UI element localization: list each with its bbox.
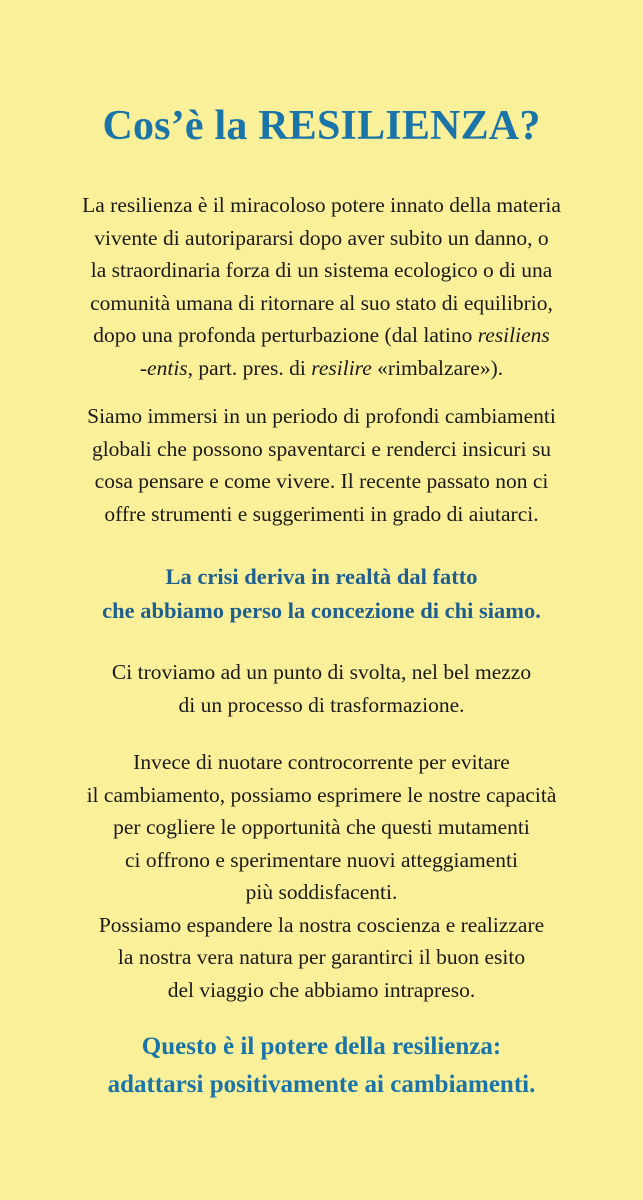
text-line: di un processo di trasformazione. [178, 692, 465, 717]
latin-term: resiliens [477, 323, 550, 347]
latin-term: resilire [311, 355, 372, 380]
text-segment: , part. pres. di [187, 355, 312, 380]
text-line: la straordinaria forza di un sistema ecologico o di una [90, 258, 553, 282]
text-line [0, 319, 643, 352]
text-line: il cambiamento, possiamo esprimere le nostre capacità [86, 782, 557, 807]
text-line [0, 352, 643, 385]
page-title: Cos’è la RESILIENZA? [102, 103, 541, 149]
text-line: la nostra vera natura per garantirci il buon esito [117, 945, 526, 969]
latin-term: -entis [139, 355, 188, 380]
text-line: più soddisfacenti. [245, 880, 398, 904]
text-line: che abbiamo perso la concezione di chi siamo. [102, 598, 541, 623]
text-line: Ci troviamo ad un punto di svolta, nel bel mezzo [111, 660, 532, 684]
text-segment: dopo una profonda perturbazione (dal latino [93, 323, 478, 347]
paragraph-adaptation [0, 746, 643, 1006]
text-line: vivente di autoripararsi dopo aver subito un danno, o [94, 225, 549, 250]
text-line: del viaggio che abbiamo intrapreso. [167, 977, 476, 1002]
text-line: comunità umana di ritornare al suo stato di equilibrio, [90, 290, 553, 315]
closing-statement [0, 1028, 643, 1104]
text-line: Questo è il potere della resilienza: [141, 1033, 502, 1060]
text-line: ci offrono e sperimentare nuovi atteggiamenti [124, 847, 519, 872]
paragraph-turning-point [0, 656, 643, 721]
text-line: offre strumenti e suggerimenti in grado di aiutarci. [104, 501, 539, 526]
paragraph-definition [0, 189, 643, 384]
text-line: La crisi deriva in realtà dal fatto [165, 564, 478, 589]
text-line: Siamo immersi in un periodo di profondi cambiamenti [87, 404, 556, 428]
text-line: cosa pensare e come vivere. Il recente passato non ci [94, 469, 549, 493]
text-line: per cogliere le opportunità che questi mutamenti [113, 815, 530, 839]
text-line: adattarsi positivamente ai cambiamenti. [107, 1071, 536, 1098]
text-segment: «rimbalzare»). [371, 355, 504, 380]
text-line: Invece di nuotare controcorrente per evitare [133, 750, 510, 774]
paragraph-changes [0, 400, 643, 530]
highlight-statement [0, 560, 643, 628]
text-line: globali che possono spaventarci e renderci insicuri su [91, 436, 552, 461]
text-line: Possiamo espandere la nostra coscienza e realizzare [98, 912, 545, 937]
text-line: La resilienza è il miracoloso potere innato della materia [82, 193, 561, 217]
